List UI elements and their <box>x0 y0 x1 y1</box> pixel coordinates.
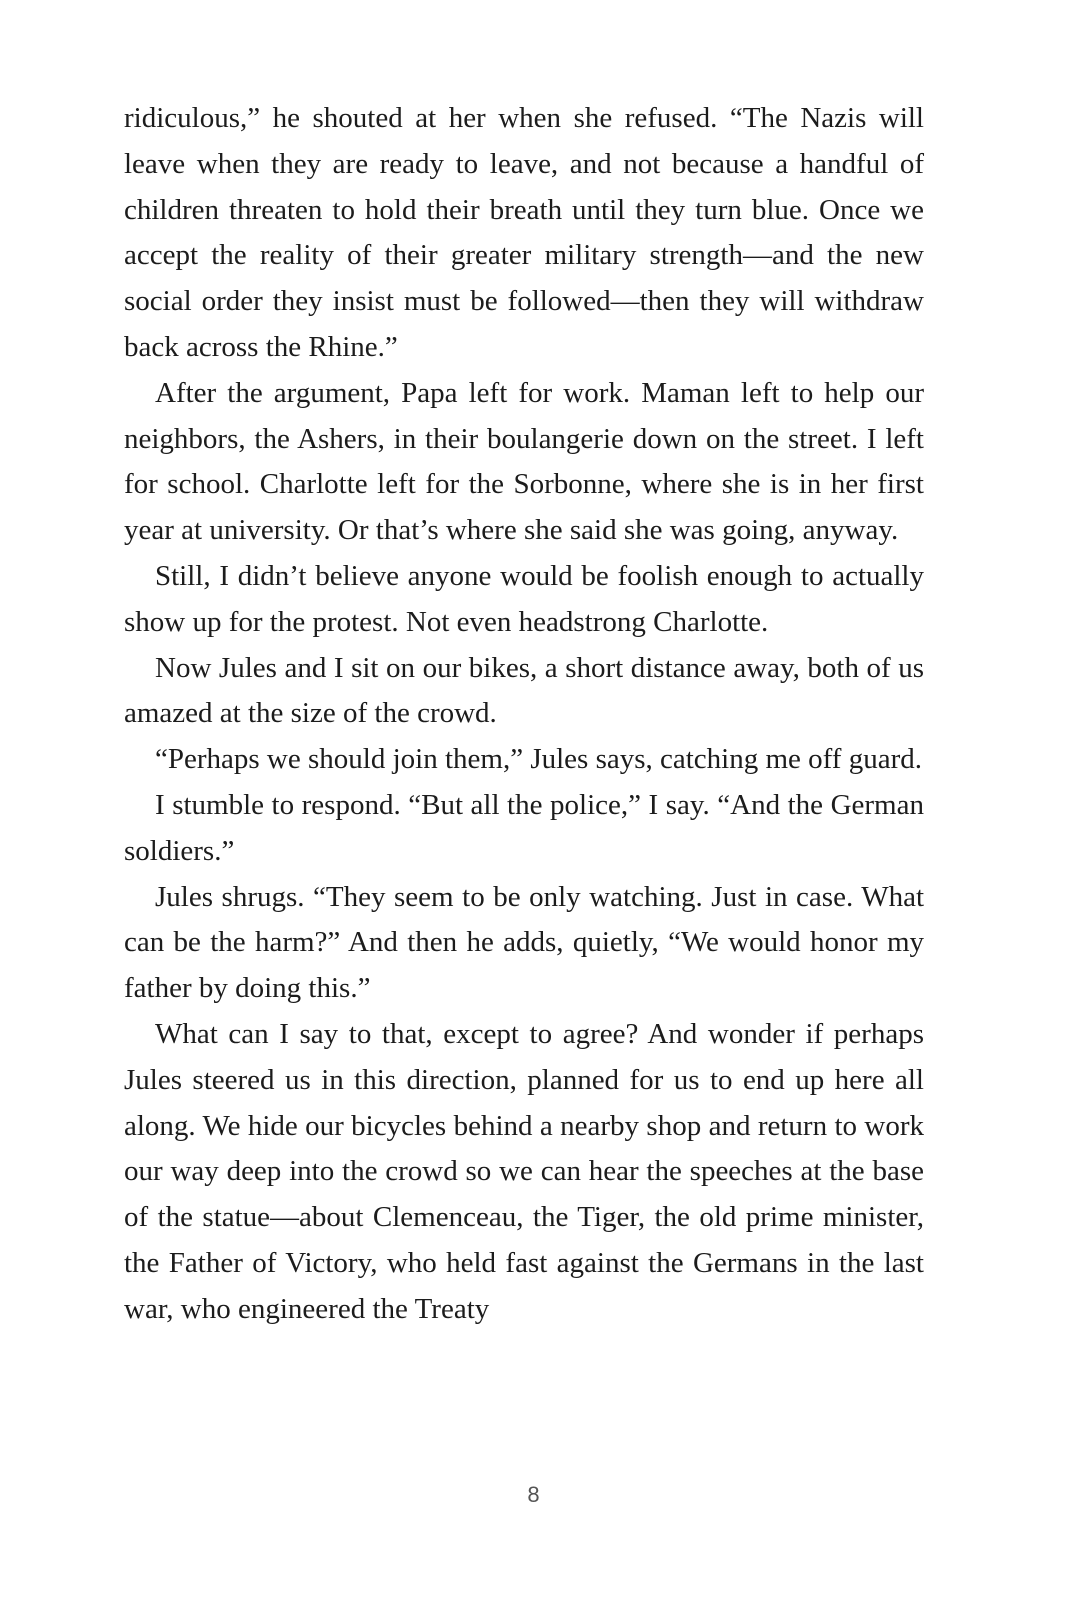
paragraph: I stumble to respond. “But all the police,” I say. “And the German soldiers.” <box>124 788 924 867</box>
paragraph: Still, I didn’t believe anyone would be foolish enough to actually show up for the protest. Not even headstrong Charlotte. <box>124 559 924 638</box>
paragraph: After the argument, Papa left for work. Maman left to help our neighbors, the Ashers, in their boulangerie down on the street. I left for school. Charlotte left for the Sorbonne, where she is in her first year at university. Or that’s where she said she was going, anyway. <box>124 376 924 547</box>
paragraph: ridiculous,” he shouted at her when she refused. “The Nazis will leave when they are ready to leave, and not because a handful of children threaten to hold their breath until they turn blue. Once we accept the reality of their greater military strength—and the new social order they insist must be followed—then they will withdraw back across the Rhine.” <box>124 102 924 363</box>
page-number: 8 <box>527 1482 540 1507</box>
paragraph: Jules shrugs. “They seem to be only watching. Just in case. What can be the harm?” And then he adds, quietly, “We would honor my father by doing this.” <box>124 880 924 1005</box>
body-text <box>124 96 924 1333</box>
paragraph: “Perhaps we should join them,” Jules says, catching me off guard. <box>155 743 922 776</box>
paragraph: What can I say to that, except to agree? And wonder if perhaps Jules steered us in this direction, planned for us to end up here all along. We hide our bicycles behind a nearby shop and return to work our way deep into the crowd so we can hear the speeches at the base of the statue—about Clemenceau, the Tiger, the old prime minister, the Father of Victory, who held fast against the Germans in the last war, who engineered the Treaty <box>124 1017 924 1325</box>
paragraph: Now Jules and I sit on our bikes, a short distance away, both of us amazed at the size of the crowd. <box>124 651 924 730</box>
